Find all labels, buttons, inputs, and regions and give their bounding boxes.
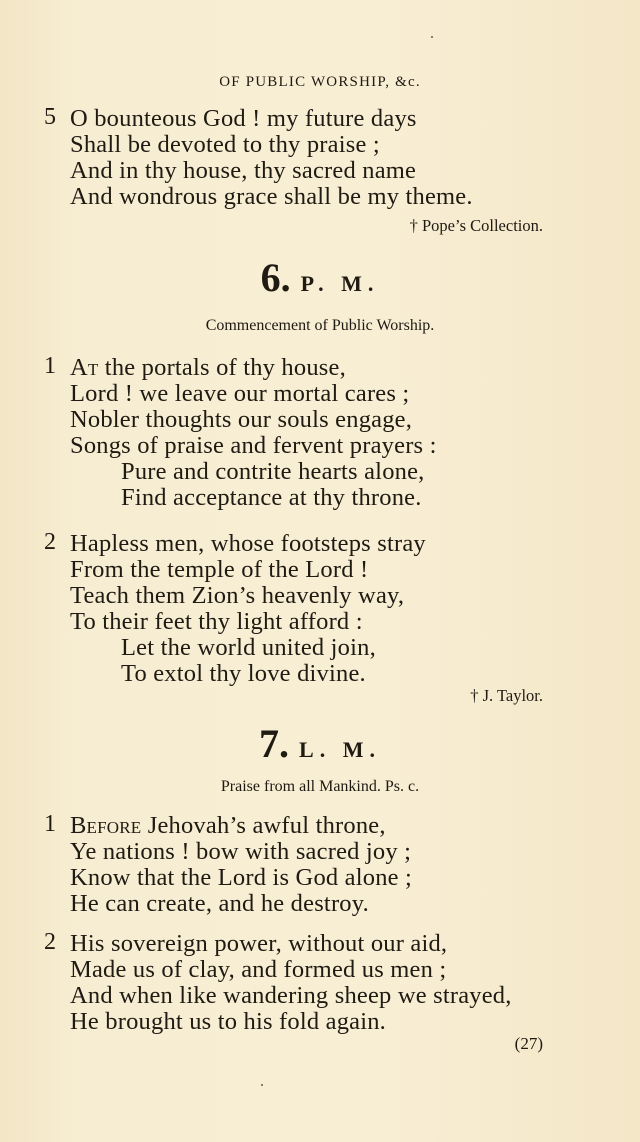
- verse-line: And in thy house, thy sacred name: [70, 157, 417, 184]
- page-number: (27): [514, 1034, 543, 1053]
- running-head: OF PUBLIC WORSHIP, &c.: [219, 74, 421, 90]
- hymn-number: 6.: [260, 255, 291, 300]
- hymn-title: Praise from all Mankind. Ps. c.: [220, 778, 420, 795]
- verse-line: He can create, and he destroy.: [70, 890, 369, 917]
- hymn-heading: [0, 720, 640, 767]
- verse-line: To extol thy love divine.: [121, 660, 366, 687]
- verse-line: [70, 354, 346, 382]
- hymn-meter: P. M.: [300, 271, 380, 296]
- attribution: † Pope’s Collection.: [409, 216, 543, 235]
- verse-line: Made us of clay, and formed us men ;: [70, 956, 447, 983]
- verse-line: Shall be devoted to thy praise ;: [70, 131, 380, 158]
- verse-number: 2: [44, 529, 56, 555]
- verse-line: [70, 812, 386, 840]
- verse-line: Know that the Lord is God alone ;: [70, 864, 413, 891]
- verse-line: Lord ! we leave our mortal cares ;: [70, 380, 410, 407]
- hymn-heading: [0, 254, 640, 301]
- verse-number: 2: [44, 929, 56, 955]
- verse-number: 5: [44, 104, 56, 130]
- verse-line: And when like wandering sheep we strayed,: [70, 982, 512, 1009]
- verse-line: Nobler thoughts our souls engage,: [70, 406, 413, 433]
- first-line-rest: the portals of thy house,: [98, 354, 346, 381]
- verse-number: 1: [44, 353, 56, 379]
- verse-line: He brought us to his fold again.: [70, 1008, 387, 1035]
- verse-line: And wondrous grace shall be my theme.: [70, 183, 473, 210]
- paper-speck: [431, 36, 433, 38]
- verse-line: Teach them Zion’s heavenly way,: [70, 582, 405, 609]
- verse-line: Songs of praise and fervent prayers :: [70, 432, 437, 459]
- verse-line: Ye nations ! bow with sacred joy ;: [70, 838, 412, 865]
- first-word: At: [70, 354, 99, 381]
- first-word: Before: [70, 812, 142, 839]
- first-line-rest: Jehovah’s awful throne,: [141, 812, 386, 839]
- paper-speck: [261, 1084, 263, 1086]
- hymn-number: 7.: [259, 721, 290, 766]
- verse-line: Let the world united join,: [121, 634, 376, 661]
- verse-line: His sovereign power, without our aid,: [70, 930, 448, 957]
- verse-line: From the temple of the Lord !: [70, 556, 369, 583]
- verse-line: Pure and contrite hearts alone,: [121, 458, 425, 485]
- verse-line: To their feet thy light afford :: [70, 608, 363, 635]
- attribution: † J. Taylor.: [470, 686, 543, 705]
- hymn-title: Commencement of Public Worship.: [205, 317, 435, 334]
- verse-line: Find acceptance at thy throne.: [121, 484, 422, 511]
- verse-line: Hapless men, whose footsteps stray: [70, 530, 426, 557]
- verse-line: O bounteous God ! my future days: [70, 105, 417, 132]
- verse-number: 1: [44, 811, 56, 837]
- hymn-meter: L. M.: [299, 737, 381, 762]
